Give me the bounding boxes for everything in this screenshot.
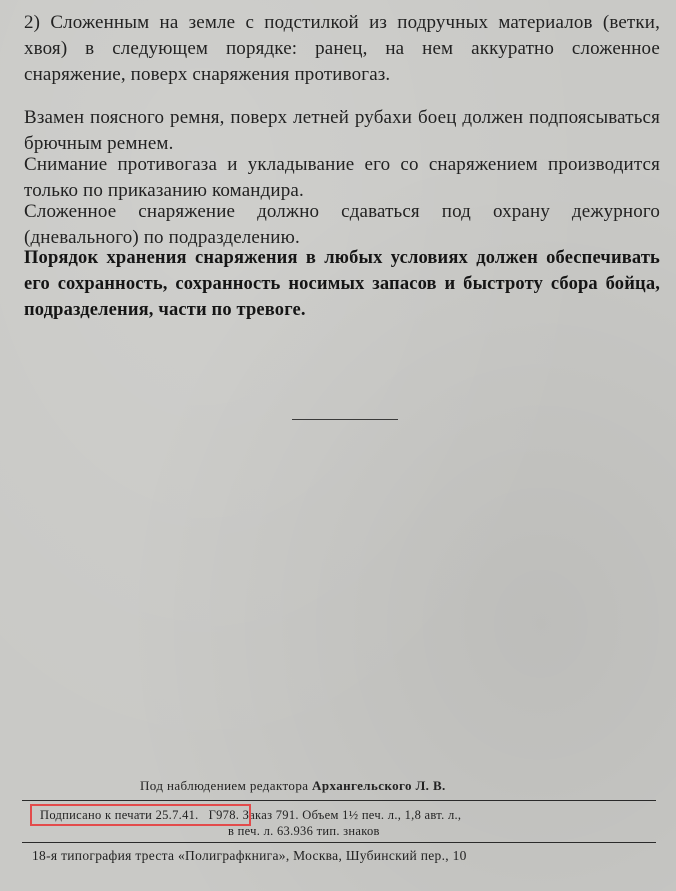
imprint-line-2: в печ. л. 63.936 тип. знаков (228, 824, 380, 838)
imprint-bottom-rule (22, 842, 656, 843)
highlight-box (30, 804, 251, 826)
editor-credit (140, 778, 446, 794)
paragraph-guard: Сложенное снаряжение должно сдаваться под охрану дежурного (дневального) по подразделению. (24, 201, 660, 248)
printer-credit: 18-я типография треста «Полиграфкнига», Москва, Шубинский пер., 10 (32, 848, 467, 863)
paragraph-belt: Взамен поясного ремня, поверх летней рубахи боец должен подпоясываться брючным ремнем. (24, 107, 660, 154)
imprint-top-rule (22, 800, 656, 801)
signed-for-print: Подписано к печати 25.7.41. (40, 808, 199, 822)
editor-prefix: Под наблюдением редактора (140, 778, 309, 793)
paragraph-gas-mask: Снимание противогаза и укладывание его со снаряжением производится только по приказанию командира. (24, 154, 660, 201)
paragraph-folded-on-ground: 2) Сложенным на земле с подстилкой из подручных материалов (ветки, хвоя) в следующем порядке: ранец, на нем аккуратно сложенное снаряжение, поверх снаряжения противогаз. (24, 12, 660, 85)
imprint-details: Г978. Заказ 791. Объем 1½ печ. л., 1,8 авт. л., (208, 808, 462, 822)
editor-name: Архангельского Л. В. (312, 778, 446, 793)
section-divider (292, 419, 398, 420)
paragraph-storage-rule: Порядок хранения снаряжения в любых условиях должен обеспечивать его сохранность, сохранность носимых запасов и быстроту сбора бойца, подразделения, части по тревоге. (24, 248, 660, 320)
